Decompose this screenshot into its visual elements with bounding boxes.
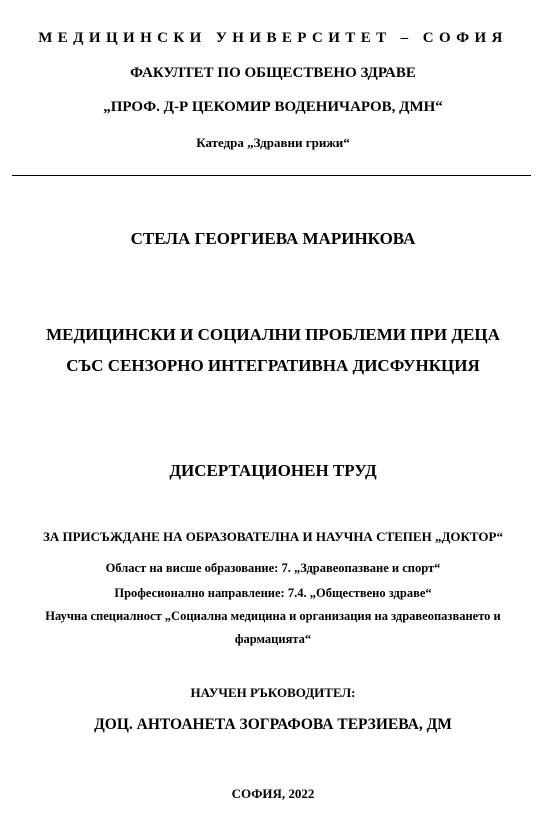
author-name: СТЕЛА ГЕОРГИЕВА МАРИНКОВА [130, 229, 416, 248]
header-divider [12, 175, 531, 176]
city-and-year: СОФИЯ, 2022 [231, 786, 315, 801]
faculty-name: ФАКУЛТЕТ ПО ОБЩЕСТВЕНО ЗДРАВЕ [130, 65, 416, 81]
department-name: Катедра „Здравни грижи“ [196, 135, 350, 150]
thesis-title-line-2: СЪС СЕНЗОРНО ИНТЕГРАТИВНА ДИСФУНКЦИЯ [66, 356, 480, 375]
university-name: МЕДИЦИНСКИ УНИВЕРСИТЕТ – СОФИЯ [38, 30, 508, 46]
document-type: ДИСЕРТАЦИОНЕН ТРУД [169, 461, 377, 480]
scientific-specialty: Научна специалност „Социална медицина и организация на здравеопазването и [45, 609, 501, 623]
professional-direction: Професионално направление: 7.4. „Обществено здраве“ [114, 586, 432, 600]
degree-statement: ЗА ПРИСЪЖДАНЕ НА ОБРАЗОВАТЕЛНА И НАУЧНА СТЕПЕН „ДОКТОР“ [43, 529, 503, 544]
faculty-honorific-name: „ПРОФ. Д-Р ЦЕКОМИР ВОДЕНИЧАРОВ, ДМН“ [103, 99, 443, 115]
field-of-education: Област на висше образование: 7. „Здравеопазване и спорт“ [105, 561, 441, 575]
scientific-specialty-continued: фармацията“ [234, 632, 312, 646]
supervisor-name: ДОЦ. АНТОАНЕТА ЗОГРАФОВА ТЕРЗИЕВА, ДМ [94, 716, 452, 733]
thesis-title-line-1: МЕДИЦИНСКИ И СОЦИАЛНИ ПРОБЛЕМИ ПРИ ДЕЦА [46, 325, 500, 344]
supervisor-label: НАУЧЕН РЪКОВОДИТЕЛ: [190, 685, 356, 700]
